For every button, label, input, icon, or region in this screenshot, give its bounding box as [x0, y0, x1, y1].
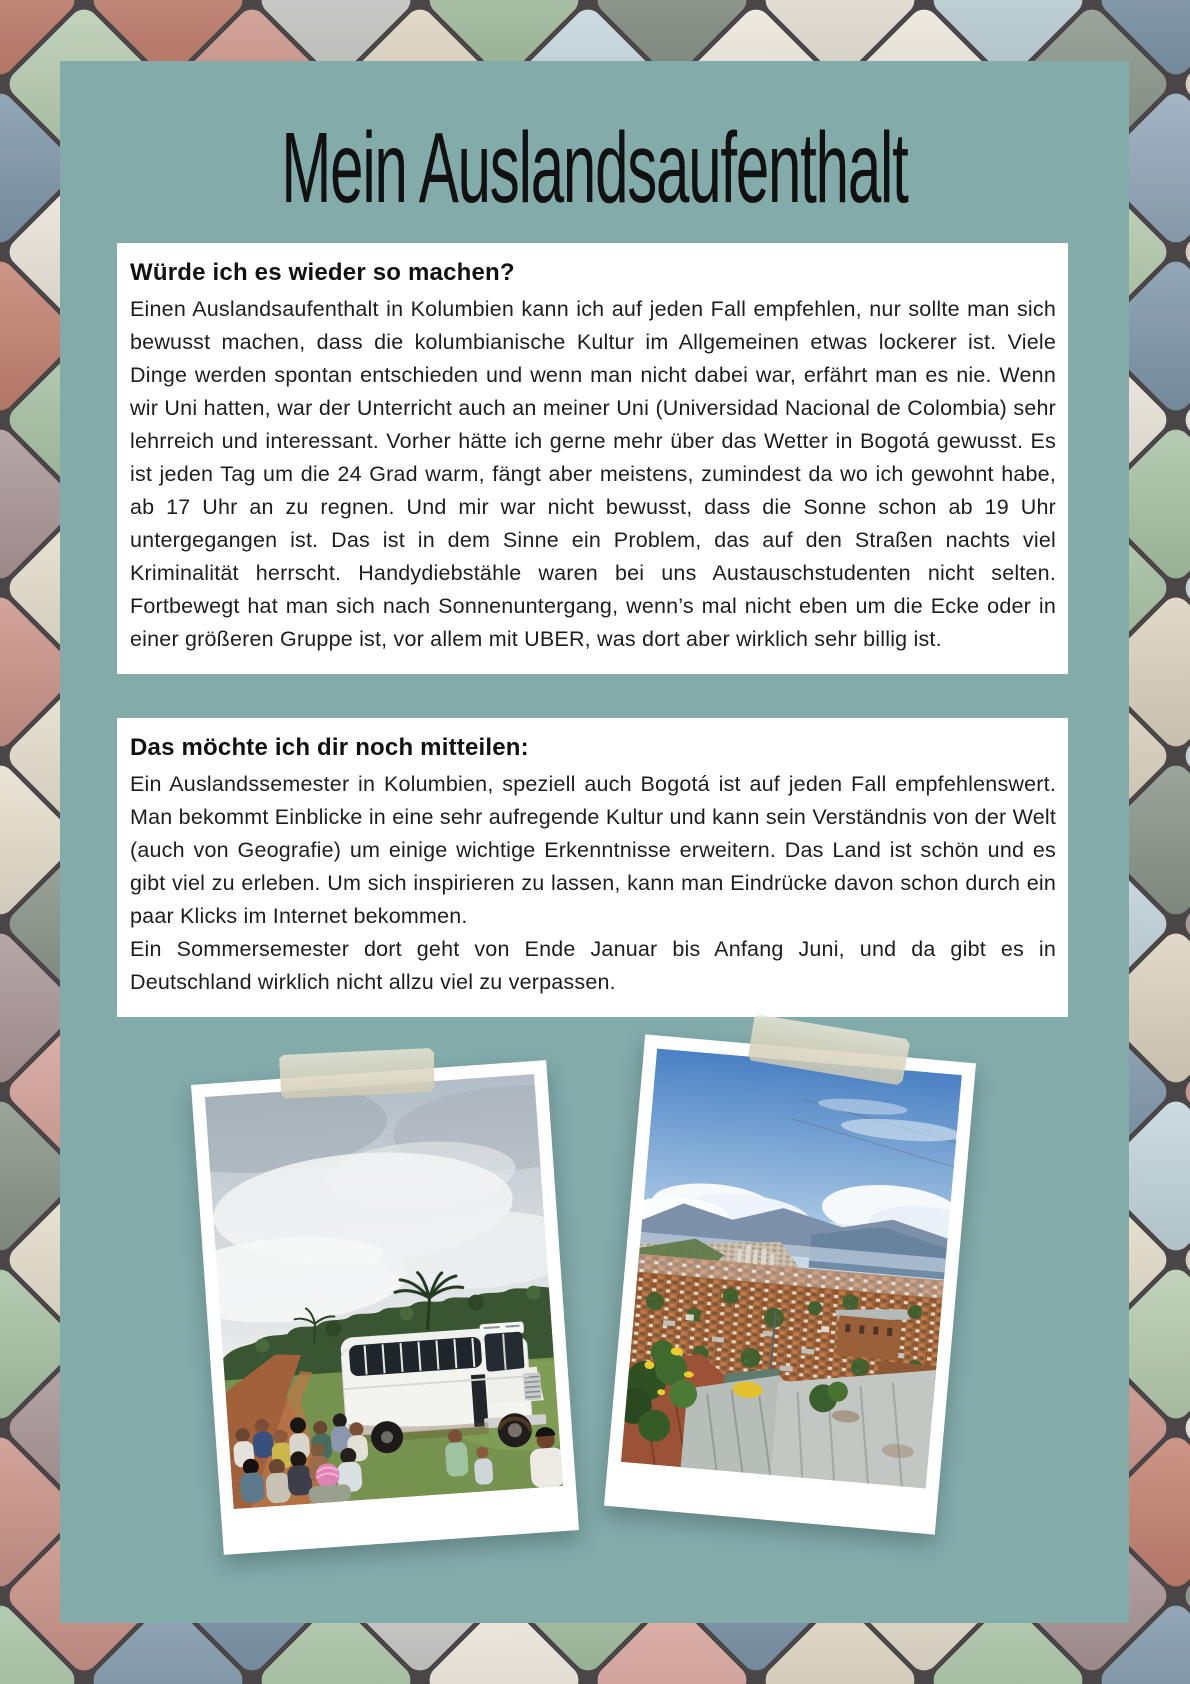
- section-heading: Das möchte ich dir noch mitteilen:: [130, 734, 529, 761]
- photo-hillside-city-view: [604, 1034, 976, 1534]
- bus-jungle-photo-image: [205, 1074, 563, 1509]
- city-view-photo-image: [621, 1049, 962, 1489]
- photo-bus-on-jungle-road: [191, 1060, 579, 1555]
- section-would-i-do-it-again: [117, 243, 1068, 674]
- page-title: Mein Auslandsaufenthalt: [281, 112, 908, 224]
- section-paragraph: Ein Auslandssemester in Kolumbien, speziell auch Bogotá ist auf jeden Fall empfehlenswert. Man bekommt Einblicke in eine sehr aufregende Kultur und kann sein Verständnis von der Welt (auch von Geografie) um einige wichtige Erkenntnisse erweitern. Das Land ist schön und es gibt viel zu erleben. Um sich inspirieren zu lassen, kann man Eindrücke davon schon durch ein paar Klicks im Internet bekommen.: [130, 772, 1056, 928]
- tape-strip: [279, 1047, 436, 1100]
- section-heading: Würde ich es wieder so machen?: [130, 259, 515, 286]
- section-final-notes: [117, 718, 1068, 1017]
- section-paragraph: Ein Sommersemester dort geht von Ende Januar bis Anfang Juni, und da gibt es in Deutschland wirklich nicht allzu viel zu verpassen.: [130, 937, 1056, 994]
- section-paragraph: Einen Auslandsaufenthalt in Kolumbien kann ich auf jeden Fall empfehlen, nur sollte man sich bewusst machen, dass die kolumbianische Kultur im Allgemeinen etwas lockerer ist. Viele Dinge werden spontan entschieden und wenn man nicht dabei war, erfährt man es nie. Wenn wir Uni hatten, war der Unterricht auch an meiner Uni (Universidad Nacional de Colombia) sehr lehrreich und interessant. Vorher hätte ich gerne mehr über das Wetter in Bogotá gewusst. Es ist jeden Tag um die 24 Grad warm, fängt aber meistens, zumindest da wo ich gewohnt habe, ab 17 Uhr an zu regnen. Und mir war nicht bewusst, dass die Sonne schon ab 19 Uhr untergegangen ist. Das ist in dem Sinne ein Problem, das auf den Straßen nachts viel Kriminalität herrscht. Handydiebstähle waren bei uns Austauschstudenten nicht selten. Fortbewegt hat man sich nach Sonnenuntergang, wenn’s mal nicht eben um die Ecke oder in einer größeren Gruppe ist, vor allem mit UBER, was dort aber wirklich sehr billig ist.: [130, 297, 1056, 651]
- content-card: [60, 61, 1129, 1623]
